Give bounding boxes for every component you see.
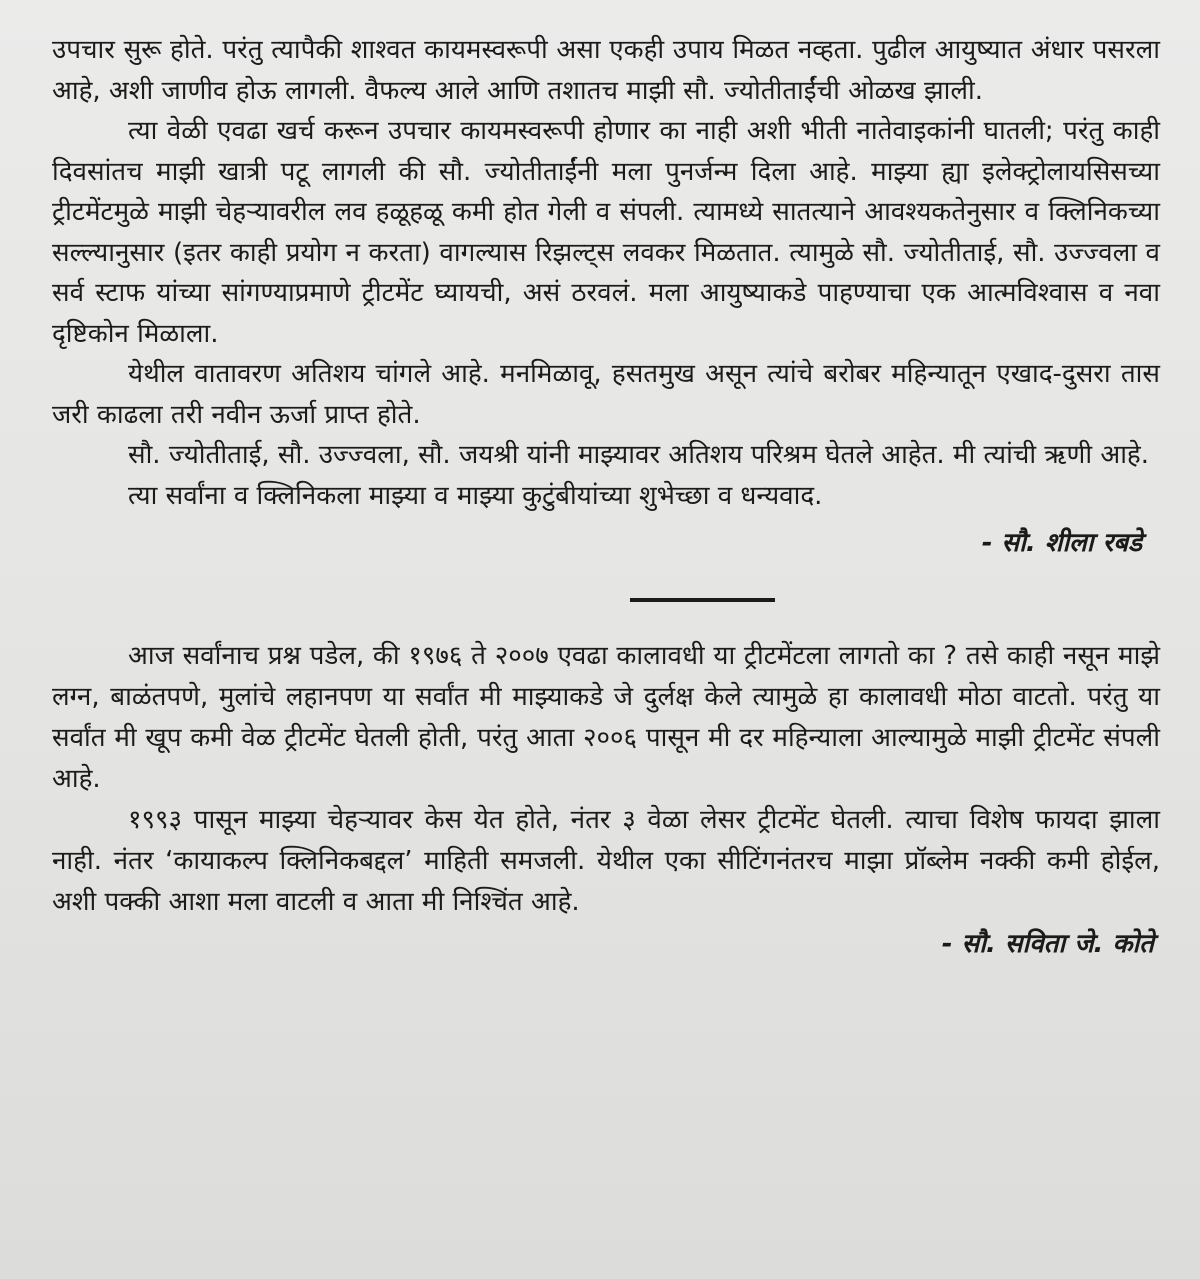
paragraph: आज सर्वांनाच प्रश्न पडेल, की १९७६ ते २००७ एवढा कालावधी या ट्रीटमेंटला लागतो का ? तसे काही नसून माझे लग्न, बाळंतपणे, मुलांचे लहानपण या सर्वांत मी माझ्याकडे जे दुर्लक्ष केले त्यामुळे हा कालावधी मोठा वाटतो. परंतु या सर्वांत मी खूप कमी वेळ ट्रीटमेंट घेतली होती, परंतु आता २००६ पासून मी दर महिन्याला आल्यामुळे माझी ट्रीटमेंट संपली आहे. [52, 641, 1160, 794]
paragraph: येथील वातावरण अतिशय चांगले आहे. मनमिळावू, हसतमुख असून त्यांचे बरोबर महिन्यातून एखाद-दुसरा तास जरी काढला तरी नवीन ऊर्जा प्राप्त होते. [52, 359, 1160, 430]
paragraph: त्या सर्वांना व क्लिनिकला माझ्या व माझ्या कुटुंबीयांच्या शुभेच्छा व धन्यवाद. [128, 480, 823, 511]
paragraph: त्या वेळी एवढा खर्च करून उपचार कायमस्वरूपी होणार का नाही अशी भीती नातेवाइकांनी घातली; परंतु काही दिवसांतच माझी खात्री पटू लागली की सौ. ज्योतीताईंनी मला पुनर्जन्म दिला आहे. माझ्या ह्या इलेक्ट्रोलायसिसच्या ट्रीटमेंटमुळे माझी चेहऱ्यावरील लव हळूहळू कमी होत गेली व संपली. त्यामध्ये सातत्याने आवश्यकतेनुसार व क्लिनिकच्या सल्ल्यानुसार (इतर काही प्रयोग न करता) वागल्यास रिझल्ट्स लवकर मिळतात. त्यामुळे सौ. ज्योतीताई, सौ. उज्ज्वला व सर्व स्टाफ यांच्या सांगण्याप्रमाणे ट्रीटमेंट घ्यायची, असं ठरवलं. मला आयुष्याकडे पाहण्याचा एक आत्मविश्वास व नवा दृष्टिकोन मिळाला. [52, 116, 1160, 349]
paragraph: उपचार सुरू होते. परंतु त्यापैकी शाश्वत कायमस्वरूपी असा एकही उपाय मिळत नव्हता. पुढील आयुष्यात अंधार पसरला आहे, अशी जाणीव होऊ लागली. वैफल्य आले आणि तशातच माझी सौ. ज्योतीताईंची ओळख झाली. [52, 35, 1160, 106]
testimonial-1 [52, 30, 1160, 560]
section-divider [630, 598, 775, 602]
signature: - सौ. सविता जे. कोते [941, 929, 1154, 959]
paragraph: १९९३ पासून माझ्या चेहऱ्यावर केस येत होते, नंतर ३ वेळा लेसर ट्रीटमेंट घेतली. त्याचा विशेष फायदा झाला नाही. नंतर ‘कायाकल्प क्लिनिकबद्दल’ माहिती समजली. येथील एका सीटिंगनंतरच माझा प्रॉब्लेम नक्की कमी होईल, अशी पक्की आशा मला वाटली व आता मी निश्चिंत आहे. [52, 805, 1160, 917]
testimonial-2 [52, 636, 1160, 961]
signature: - सौ. शीला रबडे [981, 528, 1142, 558]
paragraph: सौ. ज्योतीताई, सौ. उज्ज्वला, सौ. जयश्री यांनी माझ्यावर अतिशय परिश्रम घेतले आहेत. मी त्यांची ऋणी आहे. [128, 440, 1149, 470]
